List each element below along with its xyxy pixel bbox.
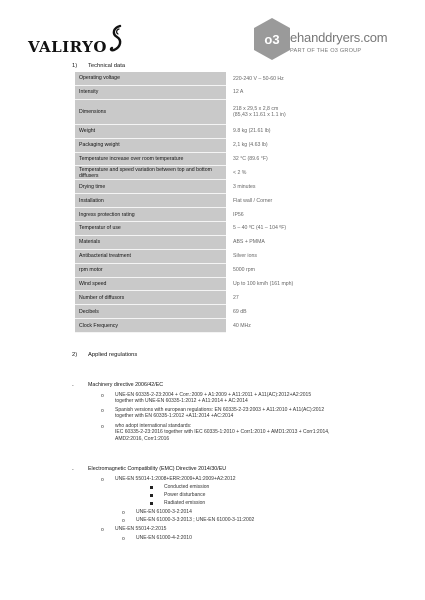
reg-line: IEC 60335-2-23:2016 together with IEC 60335-1:2010 + Corr1:2010 + AMD1:2013 + Corr1:2014, bbox=[115, 429, 330, 436]
valiryo-logo bbox=[28, 24, 124, 56]
spec-value: Silver ions bbox=[233, 253, 257, 260]
section-heading-applied-regulations bbox=[72, 352, 137, 358]
o3-hexagon-icon bbox=[250, 16, 294, 62]
spec-value: 32 °C (89.6 °F) bbox=[233, 156, 268, 162]
section-number: 1) bbox=[72, 63, 78, 69]
emc-test-radiated: Radiated emission bbox=[164, 500, 206, 506]
table-row bbox=[75, 138, 360, 152]
section-title: Technical data bbox=[88, 63, 126, 69]
table-row bbox=[75, 152, 360, 166]
technical-data-table bbox=[75, 72, 360, 333]
table-row bbox=[75, 249, 360, 263]
emc-directive-title: Electromagnetic Compatibility (EMC) Directive 2014/30/EU bbox=[88, 466, 227, 472]
spec-value-line: (85,43 x 11.61 x 1.1 in) bbox=[233, 111, 286, 118]
emc-standard-1: UNE-EN 55014-1:2008+ERR:2009+A1:2009+A2:2012 bbox=[115, 476, 236, 482]
emc-sub-standard-1: UNE-EN 61000-3-2:2014 bbox=[136, 509, 192, 515]
table-row bbox=[75, 124, 360, 138]
spec-value-line: 218 x 29,5 x 2,8 cm bbox=[233, 105, 279, 112]
table-row bbox=[75, 222, 360, 236]
spec-label: Materials bbox=[75, 235, 226, 249]
emc-test-conducted: Conducted emission bbox=[164, 484, 210, 490]
spec-value: < 2 % bbox=[233, 169, 247, 176]
o3-group-tagline: PART OF THE O3 GROUP bbox=[290, 48, 362, 54]
spec-value: Up to 100 km/h (161 mph) bbox=[233, 281, 294, 288]
table-row bbox=[75, 291, 360, 305]
valiryo-swirl-icon bbox=[108, 24, 124, 54]
spec-label: Decibels bbox=[75, 305, 226, 319]
machinery-standard-1 bbox=[115, 392, 311, 405]
spec-value: 27 bbox=[233, 294, 239, 301]
spec-value: 9.8 kg (21.61 lb) bbox=[233, 128, 271, 135]
circle-bullet: o bbox=[122, 518, 125, 524]
spec-value: ABS + PMMA bbox=[233, 239, 265, 246]
spec-label: Antibacterial treatment bbox=[75, 249, 226, 263]
spec-label: Intensity bbox=[75, 85, 226, 99]
table-row bbox=[75, 277, 360, 291]
spec-value: IP56 bbox=[233, 211, 244, 218]
section-title: Applied regulations bbox=[88, 352, 138, 358]
circle-bullet: o bbox=[122, 536, 125, 542]
machinery-directive-title: Machinery directive 2006/42/EC bbox=[88, 382, 164, 388]
spec-label: Drying time bbox=[75, 180, 226, 194]
o3-badge-text: o3 bbox=[264, 32, 280, 47]
emc-standard-2: UNE-EN 55014-2:2015 bbox=[115, 526, 167, 532]
table-row bbox=[75, 235, 360, 249]
section-number: 2) bbox=[72, 352, 78, 358]
circle-bullet: o bbox=[101, 408, 104, 414]
emc-sub-standard-2: UNE-EN 61000-3-3:2013 ; UNE-EN 61000-3-11:2002 bbox=[136, 517, 255, 523]
reg-line: UNE-EN 60335-2-23:2004 + Corr.:2009 + A1:2009 + A11:2011 + A11(AC):2012+A2:2015 bbox=[115, 392, 312, 398]
table-row bbox=[75, 319, 360, 333]
circle-bullet: o bbox=[101, 393, 104, 399]
table-row bbox=[75, 166, 360, 180]
square-bullet bbox=[150, 486, 153, 489]
machinery-standard-3 bbox=[115, 423, 329, 442]
ehanddryers-logo bbox=[250, 16, 420, 62]
dash-bullet: - bbox=[72, 383, 74, 389]
spec-label: rpm motor bbox=[75, 263, 226, 277]
reg-line: AMD2:2016, Corr1:2016 bbox=[115, 435, 170, 442]
circle-bullet: o bbox=[101, 424, 104, 430]
spec-label: Installation bbox=[75, 194, 226, 208]
reg-line: together with UNE-EN 60335-1:2012 + A11:2014 + AC:2014 bbox=[115, 398, 248, 405]
circle-bullet: o bbox=[101, 527, 104, 533]
table-row bbox=[75, 72, 360, 85]
section-heading-technical-data bbox=[72, 63, 125, 69]
spec-value: 5 – 40 ºC (41 – 104 ºF) bbox=[233, 225, 287, 232]
spec-label: Wind speed bbox=[75, 277, 226, 291]
spec-value: 5000 rpm bbox=[233, 267, 255, 274]
spec-label: Temperature and speed variation between top and bottom diffusers bbox=[75, 166, 226, 180]
emc-test-power: Power disturbance bbox=[164, 492, 206, 498]
emc-sub-standard-3: UNE-EN 61000-4-2:2010 bbox=[136, 535, 192, 541]
reg-line: who adopt international standards: bbox=[115, 423, 192, 429]
spec-value: Flat wall / Corner bbox=[233, 197, 273, 204]
spec-value: 40 MHz bbox=[233, 322, 251, 329]
spec-label: Operating voltage bbox=[75, 72, 226, 85]
square-bullet bbox=[150, 502, 153, 505]
machinery-standard-2 bbox=[115, 407, 324, 420]
spec-label: Clock Frequency bbox=[75, 319, 226, 333]
table-row bbox=[75, 194, 360, 208]
circle-bullet: o bbox=[101, 477, 104, 483]
spec-label: Dimensions bbox=[75, 99, 226, 124]
table-row bbox=[75, 263, 360, 277]
valiryo-wordmark: VALIRYO bbox=[28, 38, 107, 56]
reg-line: Spanish versions with european regulations: EN 60335-2-23:2003 + A11:2010 + A11(AC):2012 bbox=[115, 407, 325, 413]
spec-label: Ingress protection rating bbox=[75, 208, 226, 222]
spec-label: Temperature increase over room temperature bbox=[75, 152, 226, 166]
table-row bbox=[75, 180, 360, 194]
dash-bullet: - bbox=[72, 467, 74, 473]
square-bullet bbox=[150, 494, 153, 497]
spec-label: Number of diffusors bbox=[75, 291, 226, 305]
ehanddryers-wordmark: ehanddryers.com bbox=[290, 30, 388, 45]
table-row bbox=[75, 85, 360, 99]
reg-line: together with EN 60335-1:2012 +A11:2014 +AC:2014 bbox=[115, 413, 234, 420]
spec-value: 3 minutes bbox=[233, 183, 256, 190]
spec-value: 2,1 kg (4.63 lb) bbox=[233, 142, 268, 149]
table-row bbox=[75, 208, 360, 222]
table-row bbox=[75, 99, 360, 124]
spec-label: Packaging weight bbox=[75, 138, 226, 152]
table-row bbox=[75, 305, 360, 319]
spec-value: 69 dB bbox=[233, 308, 247, 315]
spec-value bbox=[226, 99, 360, 124]
spec-value: 220-240 V – 50-60 Hz bbox=[233, 75, 284, 82]
spec-label: Temperatur of use bbox=[75, 222, 226, 236]
spec-value: 12 A bbox=[233, 89, 244, 96]
circle-bullet: o bbox=[122, 510, 125, 516]
spec-label: Weight bbox=[75, 124, 226, 138]
